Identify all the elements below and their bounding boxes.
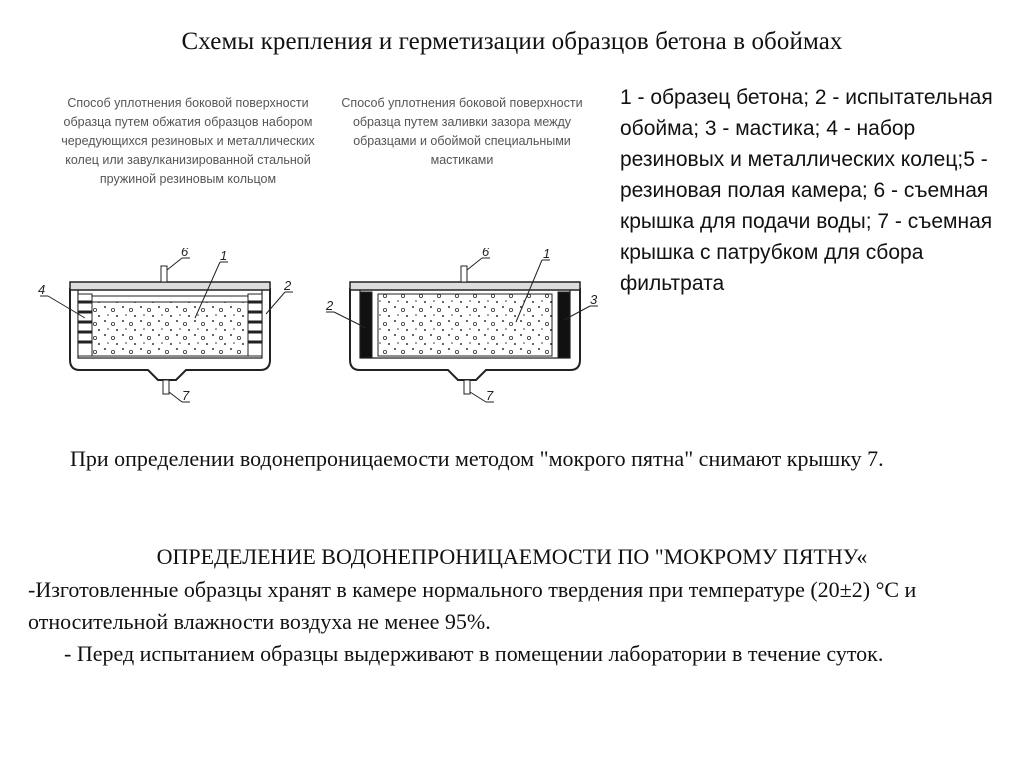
diagram-left-label-4: 4 (38, 282, 46, 297)
diagram-right-label-2: 2 (326, 298, 334, 313)
section-heading: ОПРЕДЕЛЕНИЕ ВОДОНЕПРОНИЦАЕМОСТИ ПО "МОКРОМУ ПЯТНУ« (156, 544, 868, 569)
diagram-left-ring-seal (30, 248, 300, 413)
diagram-right-mastic-seal (320, 248, 610, 413)
diagram-right-caption: Способ уплотнения боковой поверхности образца путем заливки зазора между образцами и обоймой специальными мастиками (341, 96, 583, 167)
diagram-left-label-6: 6 (181, 248, 189, 259)
slide-title: Схемы крепления и герметизации образцов бетона в обоймах (181, 28, 843, 55)
diagram-right-label-3: 3 (590, 292, 598, 307)
paragraph-preparation: - Перед испытанием образцы выдерживают в помещении лаборатории в течение суток. (64, 641, 884, 666)
diagram-left-label-1: 1 (220, 248, 228, 263)
paragraph-storage: -Изготовленные образцы хранят в камере нормального твердения при температуре (20±2) °С и относительной влажности воздуха не менее 95%. (28, 577, 917, 634)
diagram-right-label-1: 1 (543, 248, 551, 261)
diagram-right-label-6: 6 (482, 248, 490, 259)
diagram-left-caption: Способ уплотнения боковой поверхности образца путем обжатия образцов набором чередующихся резиновых и металлических колец или завулканизированной стальной пружиной резиновым кольцом (61, 96, 315, 186)
diagram-right-label-7: 7 (486, 388, 494, 403)
diagram-left-label-2: 2 (284, 278, 292, 293)
legend-text: 1 - образец бетона; 2 - испытательная обойма; 3 - мастика; 4 - набор резиновых и металлических колец;5 - резиновая полая камера; 6 - съемная крышка для подачи воды; 7 - съемная крышка с патрубком для сбора фильтрата (620, 86, 993, 295)
diagram-left-label-7: 7 (182, 388, 190, 403)
wet-spot-note: При определении водонепроницаемости методом "мокрого пятна" снимают крышку 7. (70, 446, 884, 471)
